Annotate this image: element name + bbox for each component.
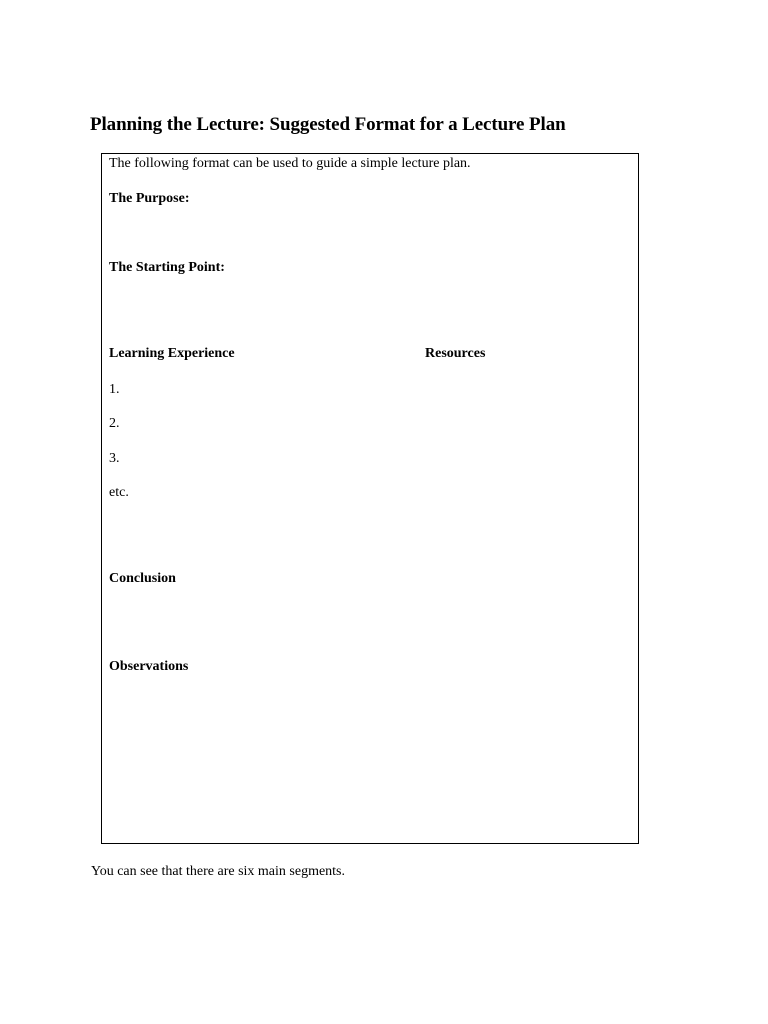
resources-heading: Resources [425,346,486,361]
list-item: 3. [109,451,120,466]
footer-text: You can see that there are six main segments. [91,864,346,879]
observations-heading: Observations [109,659,189,674]
starting-point-heading: The Starting Point: [109,260,225,275]
list-item: 1. [109,382,120,397]
lecture-plan-box [101,153,639,844]
intro-text: The following format can be used to guide a simple lecture plan. [109,156,471,171]
learning-experience-heading: Learning Experience [109,346,235,361]
page-title: Planning the Lecture: Suggested Format for a Lecture Plan [90,114,566,135]
purpose-heading: The Purpose: [109,191,190,206]
list-item: 2. [109,416,120,431]
conclusion-heading: Conclusion [109,571,176,586]
list-item: etc. [109,485,129,500]
